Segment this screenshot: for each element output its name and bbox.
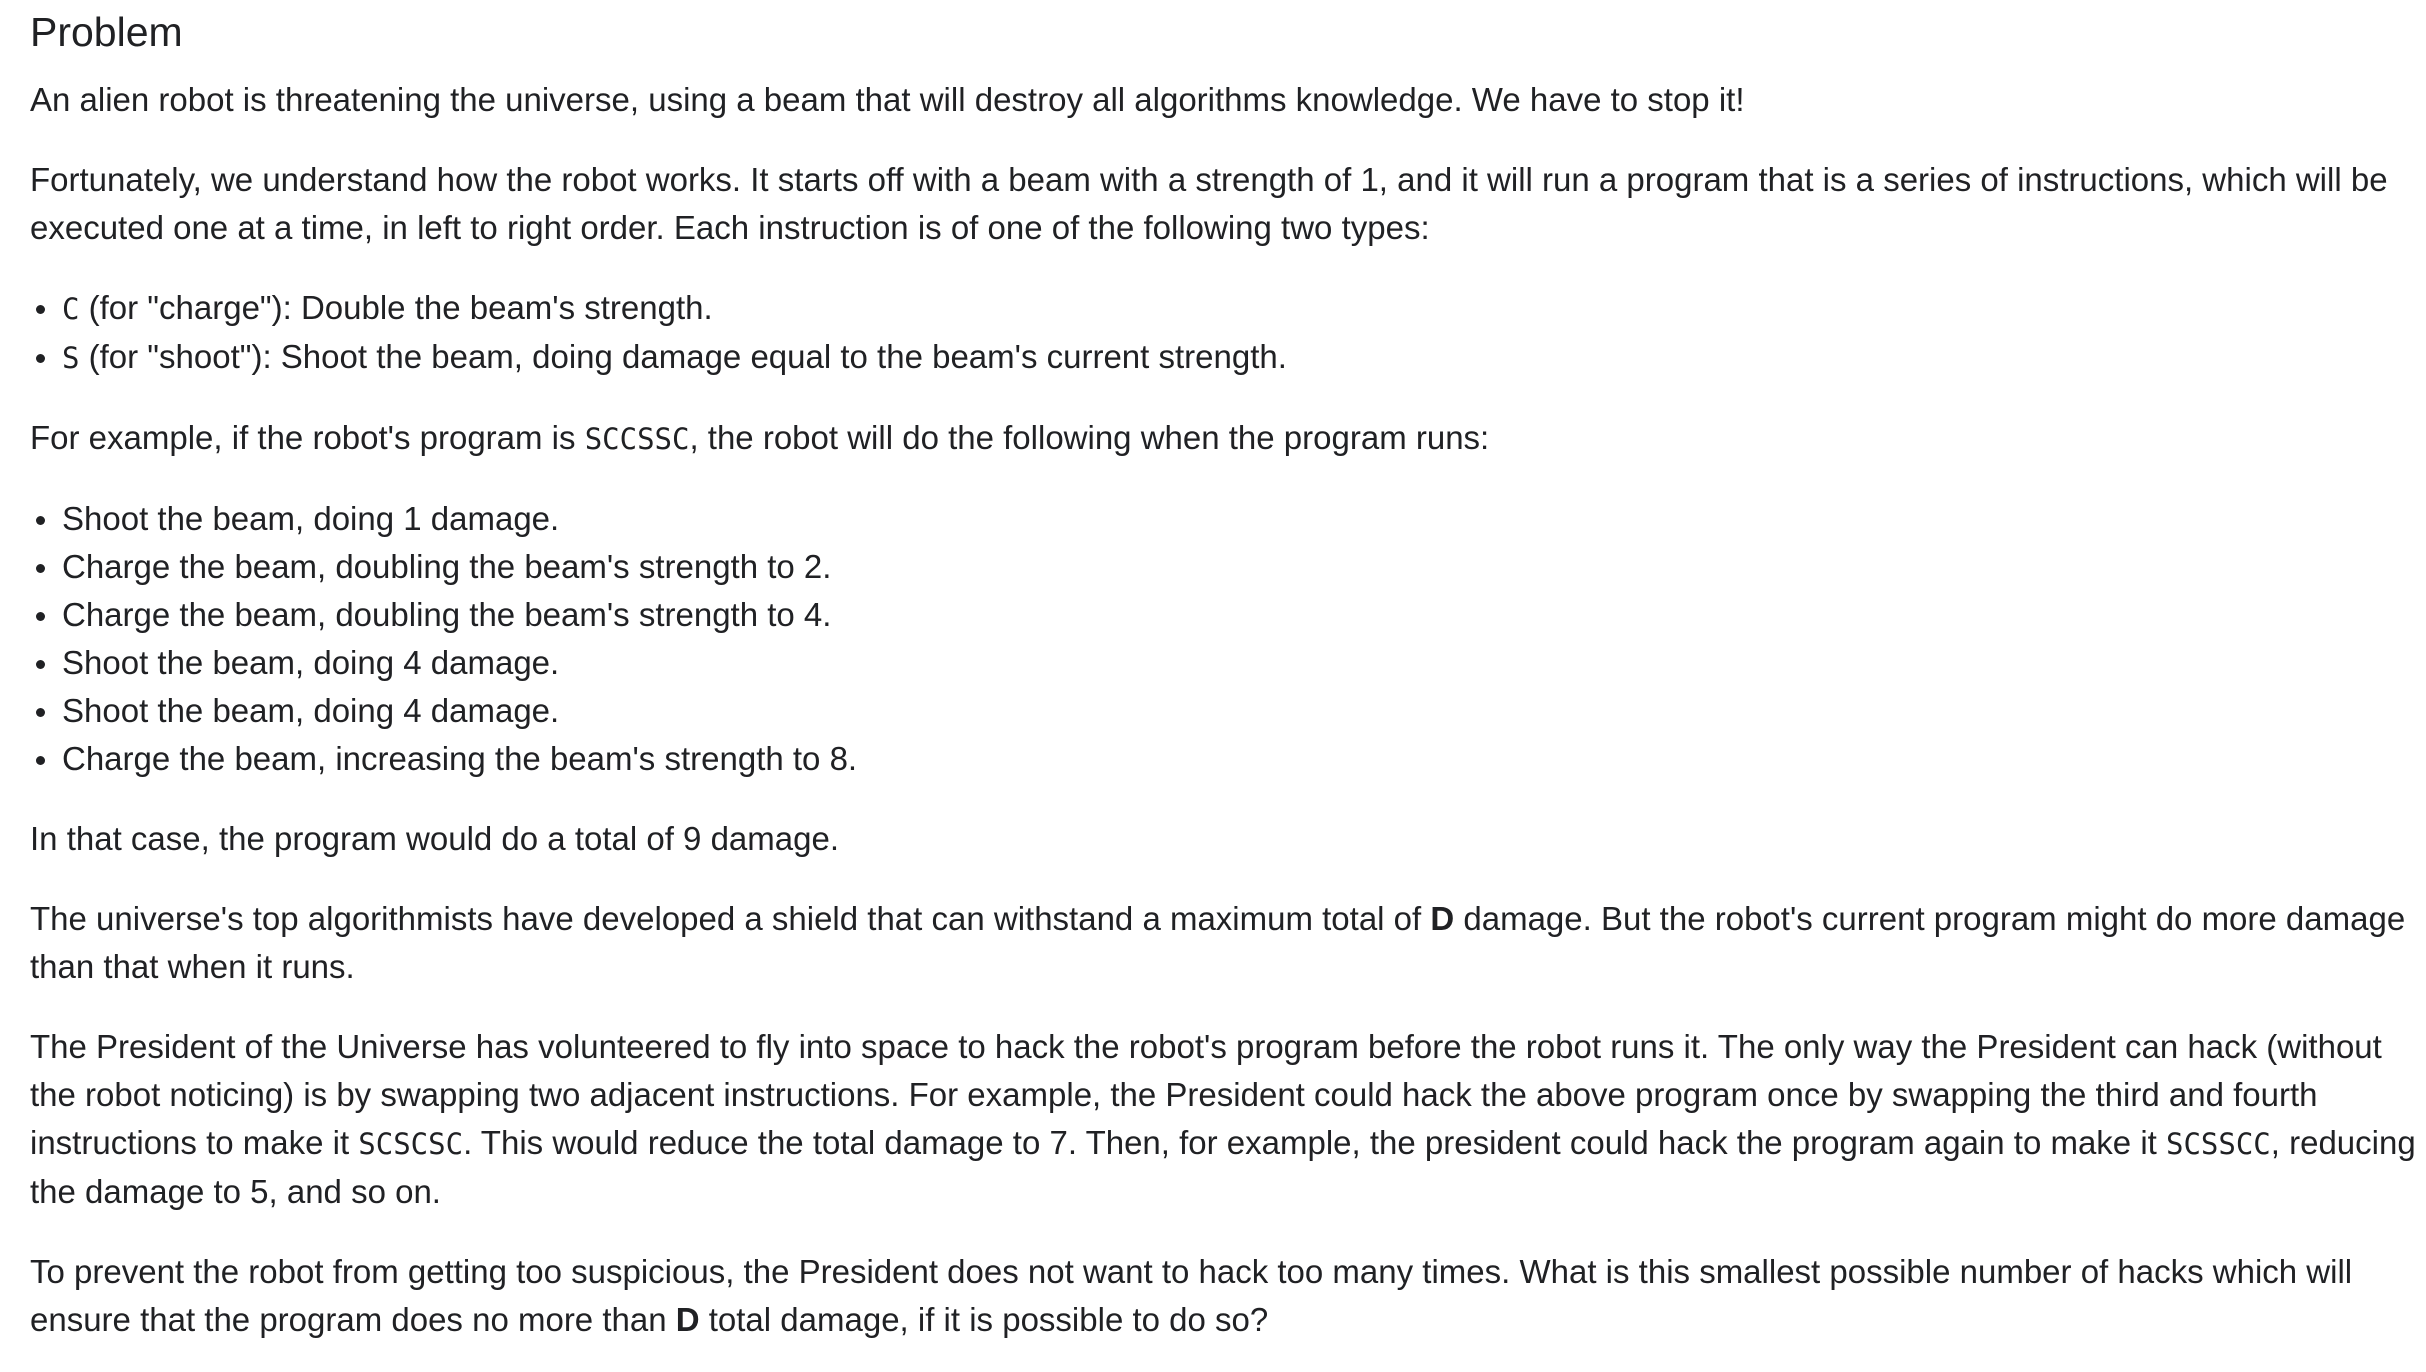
president-paragraph <box>30 1023 2426 1216</box>
text-run: , reducing the damage to 5, and so on. <box>30 1124 2416 1210</box>
text-run: For example, if the robot's program is <box>30 419 585 456</box>
variable-d: D <box>1430 900 1455 937</box>
shield-paragraph <box>30 895 2426 991</box>
program-code: SCSCSC <box>358 1127 464 1161</box>
instruction-code: C <box>62 292 80 326</box>
instruction-code: S <box>62 341 80 375</box>
intro-paragraph: An alien robot is threatening the universe, using a beam that will destroy all algorithms knowledge. We have to stop it! <box>30 81 1745 118</box>
question-paragraph <box>30 1248 2426 1344</box>
example-paragraph <box>30 414 2426 463</box>
list-item: Charge the beam, doubling the beam's strength to 4. <box>62 591 2426 639</box>
list-item: Shoot the beam, doing 1 damage. <box>62 495 2426 543</box>
robot-description-paragraph: Fortunately, we understand how the robot works. It starts off with a beam with a strength of 1, and it will run a program that is a series of instructions, which will be executed one at a time, in left to right order. Each instruction is of one of the following two types: <box>30 161 2388 246</box>
list-item: Charge the beam, doubling the beam's strength to 2. <box>62 543 2426 591</box>
text-run: . This would reduce the total damage to 7. Then, for example, the president could hack the program again to make it <box>463 1124 2166 1161</box>
list-item <box>62 333 2426 382</box>
list-item: Charge the beam, increasing the beam's strength to 8. <box>62 735 2426 783</box>
program-code: SCCSSC <box>584 422 690 456</box>
text-run: The President of the Universe has volunteered to fly into space to hack the robot's program before the robot runs it. The only way the President can hack (without the robot noticing) is by swapping two adjacent instructions. For example, the President could hack the above program once by swapping the third and fourth instructions to make it <box>30 1028 2382 1161</box>
variable-d: D <box>675 1301 700 1338</box>
list-item: Shoot the beam, doing 4 damage. <box>62 639 2426 687</box>
page-title: Problem <box>30 9 183 55</box>
instruction-list <box>30 284 2426 382</box>
text-run: To prevent the robot from getting too suspicious, the President does not want to hack too many times. What is this smallest possible number of hacks which will ensure that the program does no more than <box>30 1253 2353 1338</box>
program-code: SCSSCC <box>2166 1127 2271 1161</box>
instruction-text: (for "charge"): Double the beam's strength. <box>79 289 713 326</box>
instruction-text: (for "shoot"): Shoot the beam, doing damage equal to the beam's current strength. <box>79 338 1287 375</box>
list-item <box>62 284 2426 333</box>
text-run: The universe's top algorithmists have developed a shield that can withstand a maximum total of <box>30 900 1431 937</box>
text-run: total damage, if it is possible to do so? <box>699 1301 1269 1338</box>
text-run: damage. But the robot's current program might do more damage than that when it runs. <box>30 900 2406 985</box>
total-damage-paragraph: In that case, the program would do a total of 9 damage. <box>30 820 839 857</box>
example-steps-list <box>30 495 2426 783</box>
list-item: Shoot the beam, doing 4 damage. <box>62 687 2426 735</box>
text-run: , the robot will do the following when the program runs: <box>689 419 1490 456</box>
